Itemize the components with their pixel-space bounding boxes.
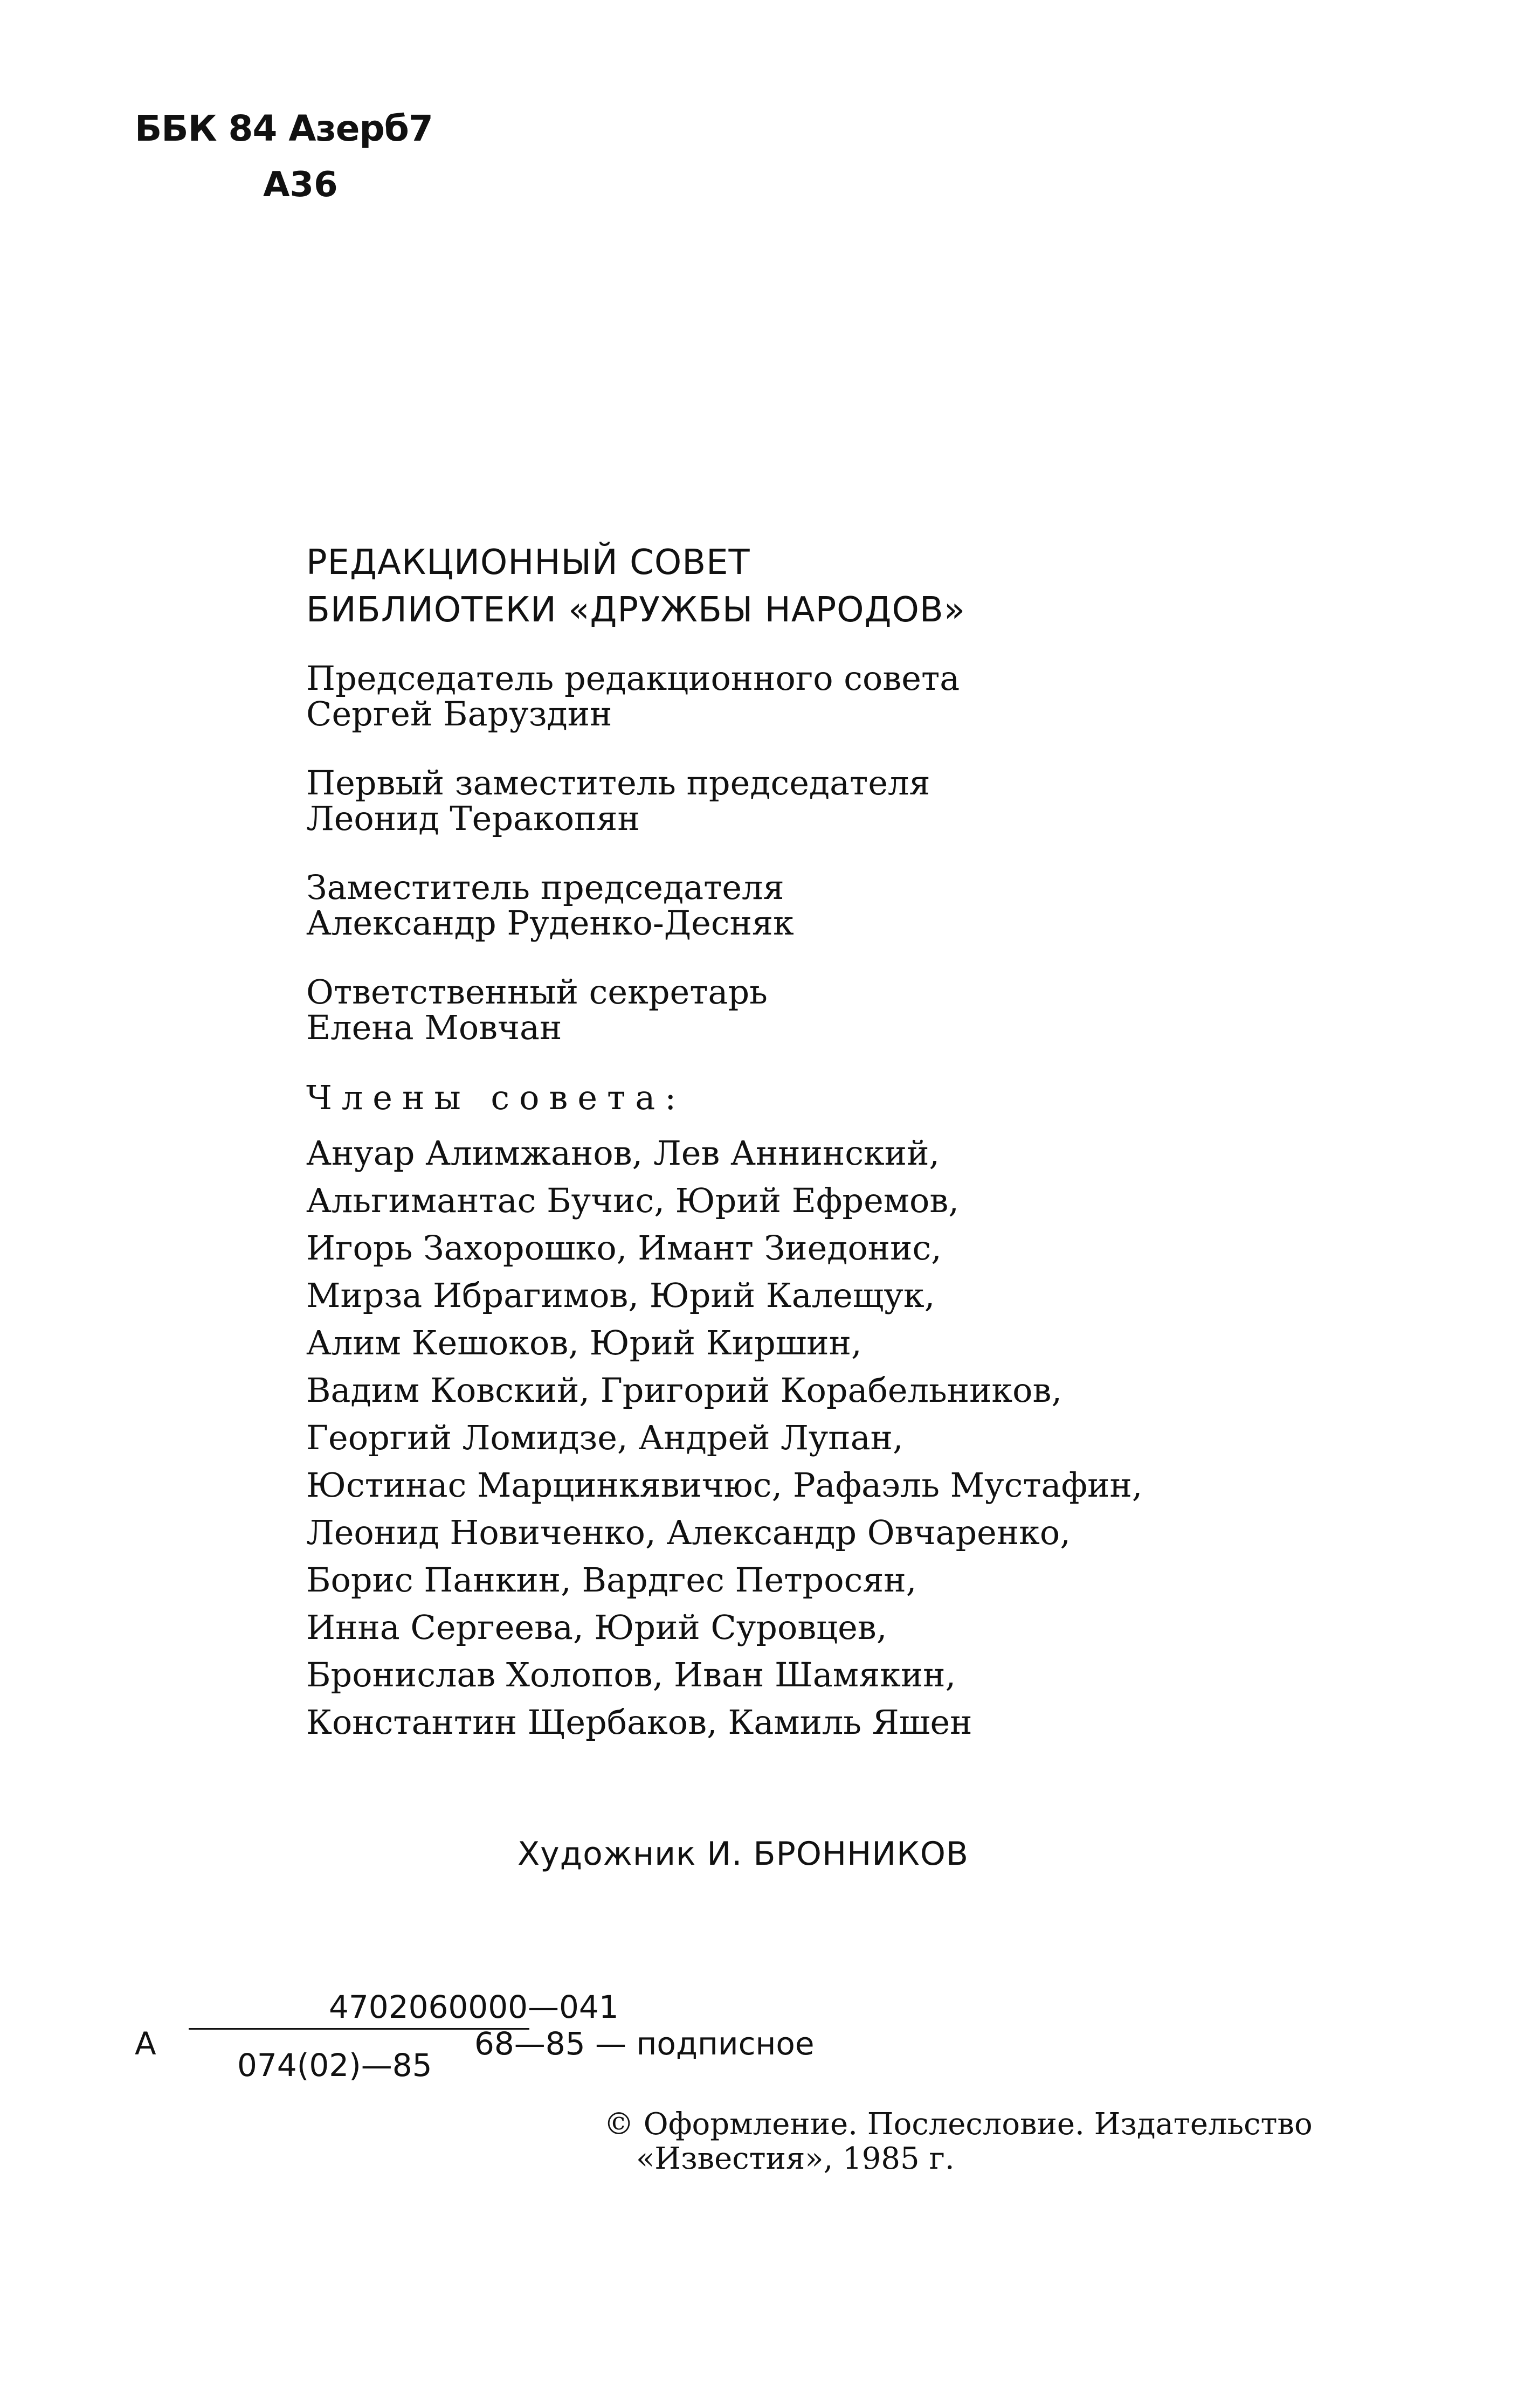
- council-title-line: РЕДАКЦИОННЫЙ СОВЕТ: [306, 543, 750, 583]
- members-line: Вадим Ковский, Григорий Корабельников,: [306, 1371, 1062, 1410]
- role-name: Елена Мовчан: [306, 1008, 562, 1047]
- members-list: [306, 1130, 1142, 1746]
- role-name: Леонид Теракопян: [306, 799, 640, 838]
- artist-credit: Художник И. БРОННИКОВ: [518, 1835, 969, 1873]
- copyright-line: «Известия», 1985 г.: [636, 2141, 955, 2176]
- copyright-line: © Оформление. Послесловие. Издательство: [604, 2107, 1313, 2142]
- role-title: Председатель редакционного совета: [306, 659, 960, 698]
- members-line: Мирза Ибрагимов, Юрий Калещук,: [306, 1276, 935, 1315]
- editorial-council-title: [306, 539, 965, 634]
- members-line: Игорь Захорошко, Имант Зиедонис,: [306, 1228, 942, 1268]
- catalog-index: [135, 1978, 889, 2086]
- members-line: Ануар Алимжанов, Лев Аннинский,: [306, 1133, 940, 1173]
- role-title: Первый заместитель председателя: [306, 763, 930, 802]
- catalog-subscription: 68—85 — подписное: [474, 2025, 815, 2062]
- members-line: Георгий Ломидзе, Андрей Лупан,: [306, 1418, 903, 1457]
- members-line: Леонид Новиченко, Александр Овчаренко,: [306, 1513, 1071, 1552]
- bbk-classification: ББК 84 Азерб7: [135, 108, 433, 149]
- catalog-letter: А: [135, 2025, 156, 2062]
- council-title-line: БИБЛИОТЕКИ «ДРУЖБЫ НАРОДОВ»: [306, 590, 965, 630]
- role-entry: [306, 974, 960, 1046]
- members-line: Юстинас Марцинкявичюс, Рафаэль Мустафин,: [306, 1465, 1143, 1505]
- members-line: Борис Панкин, Вардгес Петросян,: [306, 1560, 917, 1600]
- catalog-numerator: 4702060000—041: [329, 1989, 619, 2025]
- members-line: Бронислав Холопов, Иван Шамякин,: [306, 1655, 956, 1694]
- members-line: Альгимантас Бучис, Юрий Ефремов,: [306, 1181, 959, 1220]
- members-line: Инна Сергеева, Юрий Суровцев,: [306, 1608, 887, 1647]
- role-title: Ответственный секретарь: [306, 972, 768, 1012]
- role-entry: [306, 870, 960, 941]
- role-entry: [306, 661, 960, 732]
- members-line: Алим Кешоков, Юрий Киршин,: [306, 1323, 862, 1362]
- copyright-notice: [604, 2107, 1313, 2176]
- author-mark: А36: [263, 165, 338, 205]
- council-roles: [306, 661, 960, 1079]
- catalog-denominator: 074(02)—85: [237, 2047, 432, 2084]
- members-heading: Члены совета:: [306, 1078, 686, 1117]
- role-name: Сергей Баруздин: [306, 694, 612, 734]
- role-title: Заместитель председателя: [306, 868, 784, 907]
- role-name: Александр Руденко-Десняк: [306, 903, 794, 943]
- role-entry: [306, 765, 960, 836]
- members-line: Константин Щербаков, Камиль Яшен: [306, 1703, 972, 1742]
